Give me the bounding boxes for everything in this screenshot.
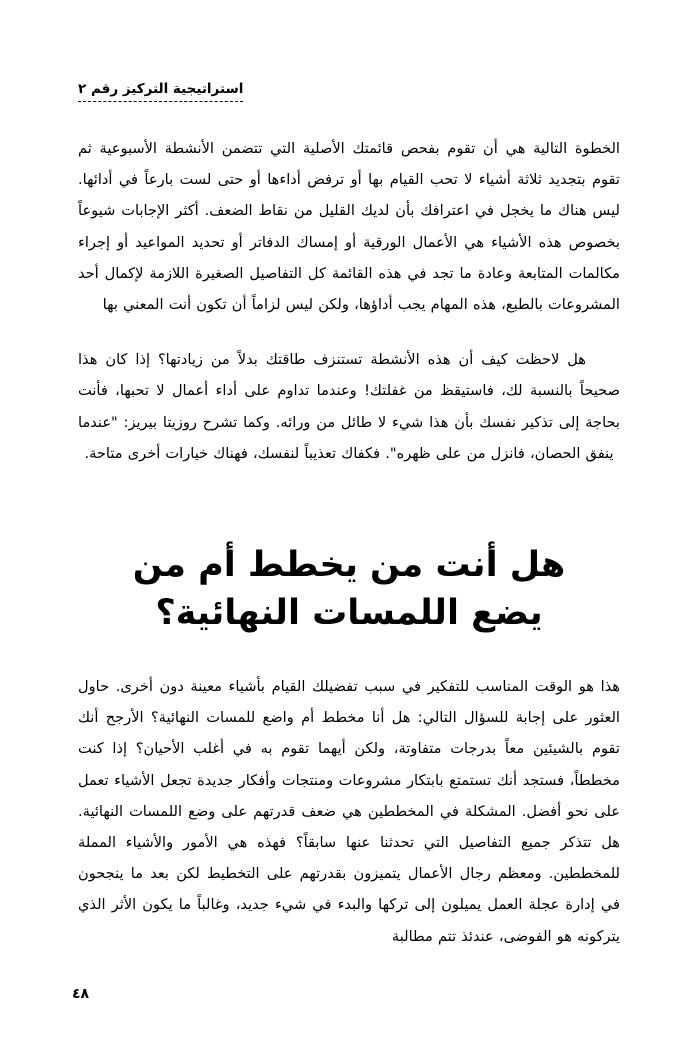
section-heading-line-2: يضع اللمسات النهائية؟ (155, 593, 543, 633)
paragraph-2: هل لاحظت كيف أن هذه الأنشطة تستنزف طاقتك بدلاً من زيادتها؟ إذا كان هذا صحيحاً بالنسبة لك، فاستيقظ من غفلتك! وعندما تداوم على أداء أعمال لا تحبها، فأنت بحاجة إلى تذكير نفسك بأن هذا شيء لا طائل من ورائه. وكما تشرح روزيتا بيريز: "عندما ينفق الحصان، فانزل من على ظهره". فكفاك تعذيباً لنفسك، فهناك خيارات أخرى متاحة. (78, 351, 620, 462)
paragraph-3: هذا هو الوقت المناسب للتفكير في سبب تفضيلك القيام بأشياء معينة دون أخرى. حاول العثور على إجابة للسؤال التالي: هل أنا مخطط أم واضع للمسات النهائية؟ الأرجح أنك تقوم بالشيئين معاً بدرجات متفاوتة، ولكن أيهما تقوم به في أغلب الأحيان؟ إذا كنت مخططاً، فستجد أنك تستمتع بابتكار مشروعات ومنتجات وأفكار جديدة تجعل الأشياء تعمل على نحو أفضل. المشكلة في المخططين هي ضعف قدرتهم على وضع اللمسات النهائية. هل تتذكر جميع التفاصيل التي تحدثنا عنها سابقاً؟ فهذه هي الأمور والأشياء المملة للمخططين. ومعظم رجال الأعمال يتميزون بقدرتهم على التخطيط لكن بعد ما ينجحون في إدارة عجلة العمل يميلون إلى تركها والبدء في شيء جديد، وغالباً ما يكون الأثر الذي يتركونه هو الفوضى، عندئذ تتم مطالبة (78, 678, 620, 945)
paragraph-1: الخطوة التالية هي أن تقوم بفحص قائمتك الأصلية التي تتضمن الأنشطة الأسبوعية ثم تقوم بتجديد ثلاثة أشياء لا تحب القيام بها أو ترفض أداءها أو حتى لست بارعاً في أدائها. ليس هناك ما يخجل في اعترافك بأن لديك القليل من نقاط الضعف. أكثر الإجابات شيوعاً بخصوص هذه الأشياء هي الأعمال الورقية أو إمساك الدفاتر أو تحديد المواعيد أو إجراء مكالمات المتابعة وعادة ما تجد في هذه القائمة كل التفاصيل الصغيرة اللازمة لإكمال أحد المشروعات بالطبع، هذه المهام يجب أداؤها، ولكن ليس لزاماً أن تكون أنت المعني بها (78, 140, 620, 314)
section-heading-line-1: هل أنت من يخطط أم من (132, 545, 566, 585)
body-text-lower (78, 671, 620, 952)
page-number: ٤٨ (72, 986, 90, 1002)
body-text-upper (78, 133, 620, 469)
section-heading-block (78, 541, 620, 637)
running-header-text: استراتيجية التركيز رقم ٢ (78, 82, 243, 102)
running-header (78, 78, 620, 102)
